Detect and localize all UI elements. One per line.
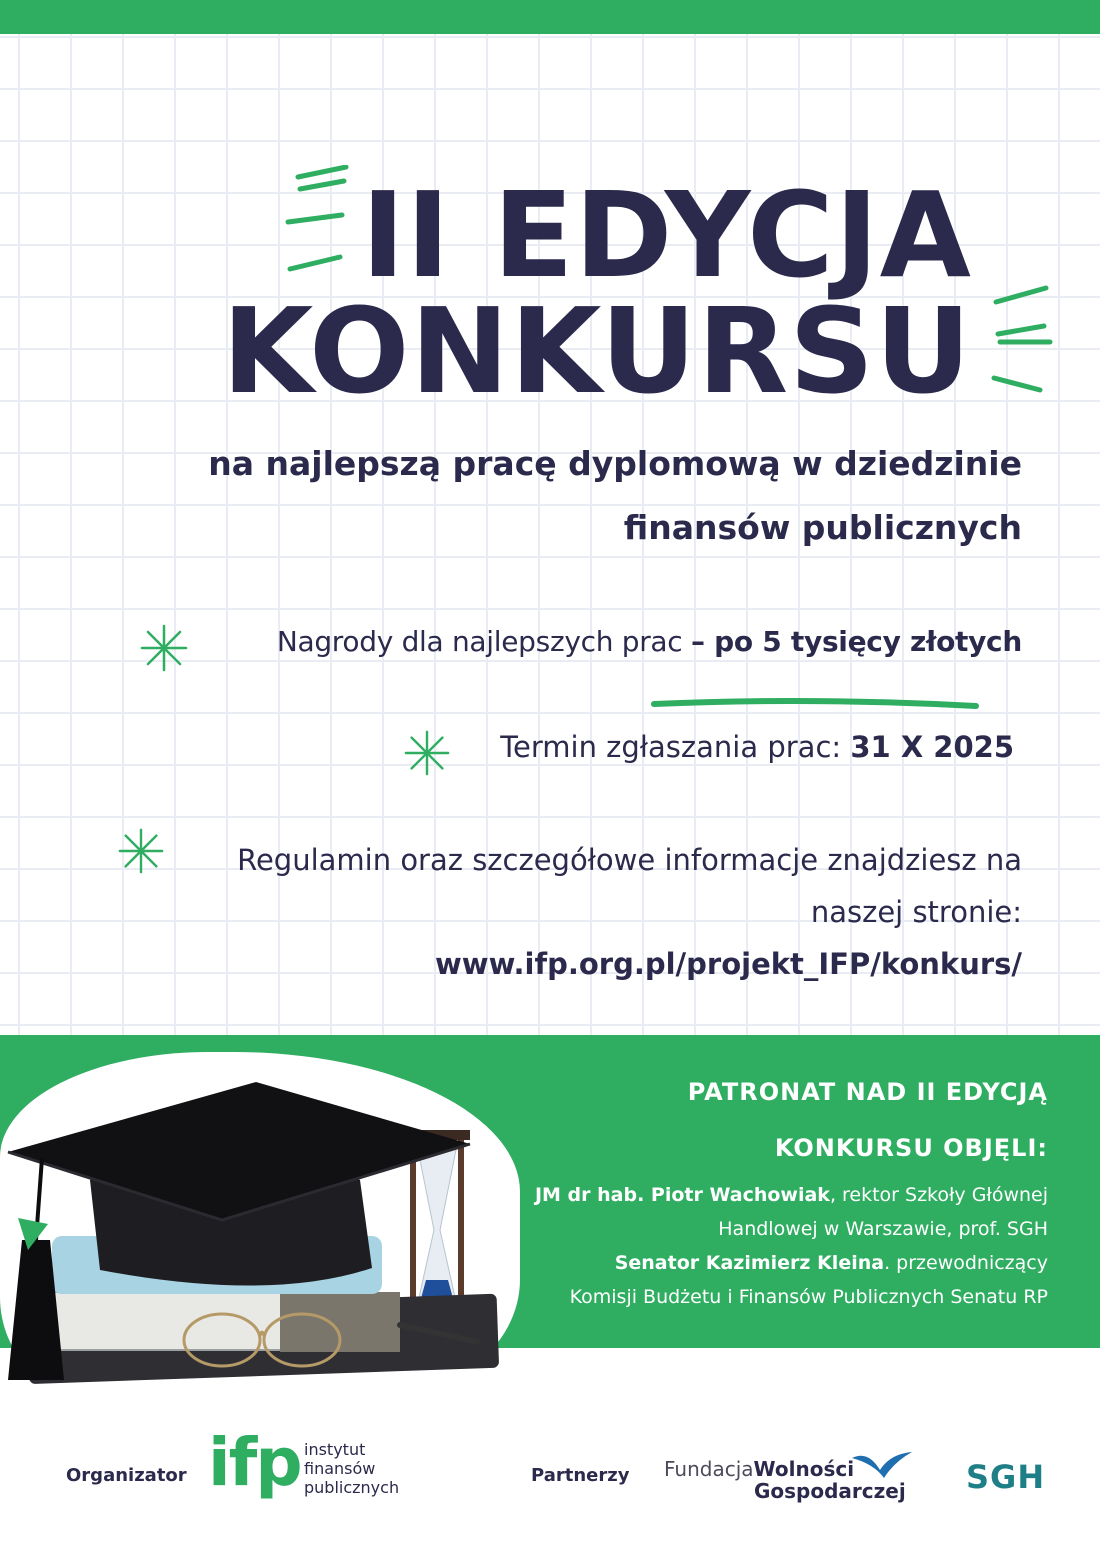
- patron-2-role-b: Komisji Budżetu i Finansów Publicznych Senatu RP: [569, 1286, 1048, 1308]
- patron-1-role-a: , rektor Szkoły Głównej: [829, 1184, 1048, 1206]
- patron-1-name: JM dr hab. Piotr Wachowiak: [534, 1184, 830, 1206]
- organizer-label: Organizator: [66, 1465, 187, 1486]
- sparkle-icon: [138, 622, 190, 674]
- rules-line-1: Regulamin oraz szczegółowe informacje znajdziesz na: [237, 843, 1022, 877]
- deadline-text: Termin zgłaszania prac:: [500, 730, 851, 764]
- sgh-logo: SGH: [966, 1458, 1046, 1496]
- patronage-heading-line-2: KONKURSU OBJĘLI:: [774, 1134, 1048, 1162]
- fwg-logo-bold-1: Wolności: [753, 1457, 855, 1481]
- patron-2-name: Senator Kazimierz Kleina: [614, 1252, 885, 1274]
- ifp-name: [304, 1440, 399, 1497]
- graduation-cap-illustration: [0, 1040, 520, 1400]
- deadline-date: 31 X 2025: [850, 730, 1014, 764]
- patron-2-role-a: . przewodniczący: [884, 1252, 1048, 1274]
- subtitle-line-2: finansów publicznych: [623, 508, 1022, 547]
- patronage-list: [448, 1178, 1048, 1314]
- ifp-logo: ifp: [208, 1424, 301, 1501]
- patron-2: [448, 1246, 1048, 1280]
- title-line-1: II EDYCJA: [361, 166, 972, 304]
- subtitle: [102, 432, 1022, 560]
- patron-1: [448, 1178, 1048, 1212]
- subtitle-line-1: na najlepszą pracę dyplomową w dziedzinie: [208, 444, 1022, 483]
- fwg-logo-light: Fundacja: [664, 1457, 754, 1481]
- fwg-logo-bold-2: Gospodarczej: [754, 1479, 906, 1503]
- deadline-info: [500, 730, 1014, 764]
- partners-label: Partnerzy: [531, 1465, 630, 1486]
- brush-underline: [650, 694, 980, 714]
- sparkle-icon: [402, 728, 452, 778]
- prize-text: Nagrody dla najlepszych prac: [276, 625, 691, 658]
- top-accent-bar: [0, 0, 1100, 34]
- title-line-2: KONKURSU: [221, 282, 972, 420]
- bird-icon: [850, 1448, 914, 1482]
- ifp-name-line-3: publicznych: [304, 1478, 400, 1497]
- rules-info: [92, 834, 1022, 990]
- title-dashes-right: [988, 282, 1058, 397]
- website-link[interactable]: www.ifp.org.pl/projekt_IFP/konkurs/: [434, 947, 1022, 981]
- rules-line-2: naszej stronie:: [810, 895, 1022, 929]
- prize-amount: – po 5 tysięcy złotych: [691, 625, 1022, 658]
- patronage-heading-line-1: PATRONAT NAD II EDYCJĄ: [687, 1078, 1048, 1106]
- prize-info: [277, 625, 1022, 658]
- ifp-name-line-1: instytut: [304, 1440, 366, 1459]
- patron-1-role-b: Handlowej w Warszawie, prof. SGH: [718, 1218, 1048, 1240]
- ifp-name-line-2: finansów: [304, 1459, 376, 1478]
- patronage-heading: [528, 1064, 1048, 1176]
